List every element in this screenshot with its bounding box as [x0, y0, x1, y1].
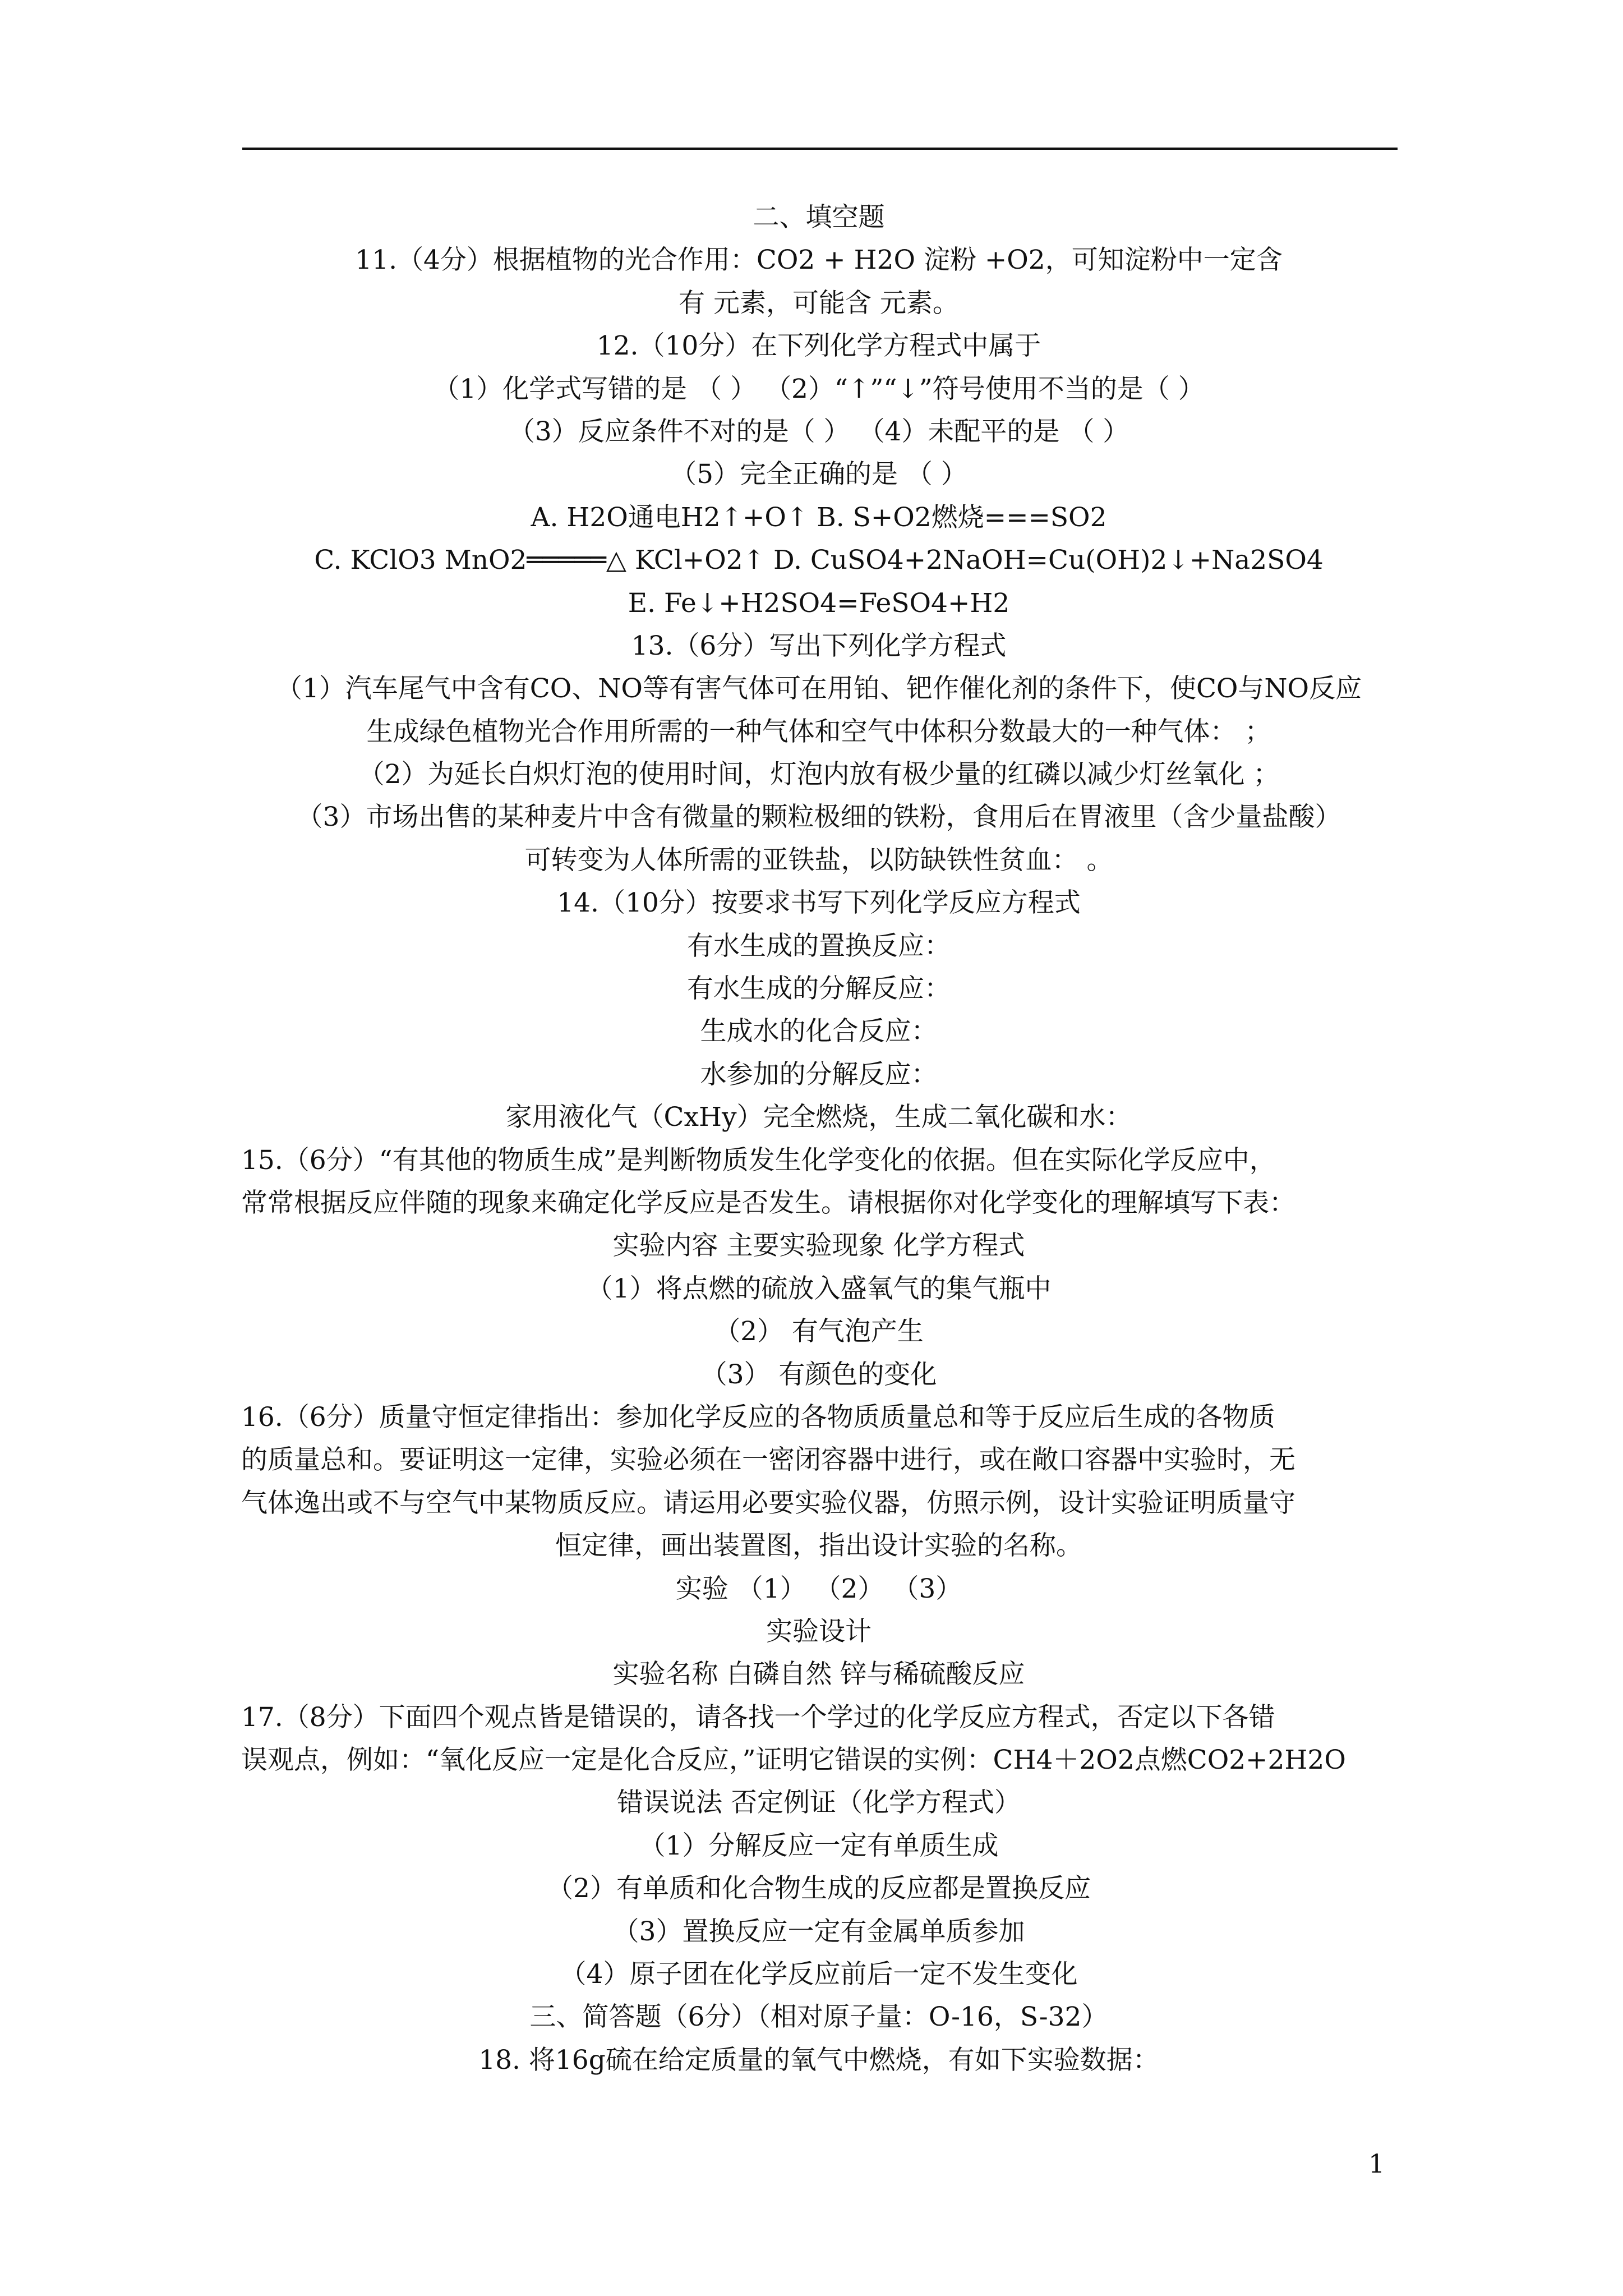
text-line: 16.（6分）质量守恒定律指出：参加化学反应的各物质质量总和等于反应后生成的各物质: [241, 1401, 1275, 1433]
text-line: 生成水的化合反应：: [700, 1016, 938, 1047]
text-line: 二、填空题: [753, 202, 885, 233]
text-line: 可转变为人体所需的亚铁盐，以防缺铁性贫血： 。: [524, 844, 1113, 876]
text-line: 14.（10分）按要求书写下列化学反应方程式: [557, 887, 1081, 919]
page-number: 1: [1368, 2148, 1385, 2179]
header-rule: [242, 148, 1398, 150]
text-line: 实验 （1） （2） （3）: [675, 1573, 962, 1604]
text-line: C. KClO3 MnO2═════△ KCl+O2↑ D. CuSO4+2NaOH=Cu(OH)2↓+Na2SO4: [314, 545, 1324, 576]
text-line: （1）汽车尾气中含有CO、NO等有害气体可在用铂、钯作催化剂的条件下，使CO与NO反应: [275, 673, 1362, 705]
text-line: 实验内容 主要实验现象 化学方程式: [612, 1230, 1025, 1262]
text-line: （3）置换反应一定有金属单质参加: [612, 1916, 1025, 1947]
text-line: 恒定律，画出装置图，指出设计实验的名称。: [555, 1530, 1082, 1562]
text-line: 17.（8分）下面四个观点皆是错误的，请各找一个学过的化学反应方程式，否定以下各错: [241, 1701, 1275, 1733]
text-line: E. Fe↓+H2SO4=FeSO4+H2: [628, 587, 1010, 619]
document-body: [241, 196, 1396, 2082]
text-line: 有水生成的分解反应：: [687, 973, 951, 1005]
text-line: 水参加的分解反应：: [700, 1059, 938, 1090]
text-line: 气体逸出或不与空气中某物质反应。请运用必要实验仪器，仿照示例，设计实验证明质量守: [241, 1487, 1295, 1519]
text-line: 实验设计: [766, 1616, 872, 1647]
text-line: 生成绿色植物光合作用所需的一种气体和空气中体积分数最大的一种气体： ；: [366, 716, 1271, 747]
text-line: 实验名称 白磷自然 锌与稀硫酸反应: [612, 1659, 1025, 1690]
text-line: 错误说法 否定例证（化学方程式）: [617, 1787, 1021, 1819]
text-line: 家用液化气（CxHy）完全燃烧，生成二氧化碳和水：: [505, 1102, 1132, 1133]
text-line: （2）有单质和化合物生成的反应都是置换反应: [547, 1873, 1091, 1904]
text-line: 常常根据反应伴随的现象来确定化学反应是否发生。请根据你对化学变化的理解填写下表：: [241, 1187, 1295, 1218]
text-line: 的质量总和。要证明这一定律，实验必须在一密闭容器中进行，或在敞口容器中实验时，无: [241, 1444, 1295, 1476]
text-line: 三、简答题（6分）（相对原子量：O-16，S-32）: [529, 2001, 1108, 2033]
text-line: （1）化学式写错的是 （ ） （2）“↑”“↓”符号使用不当的是（ ）: [433, 373, 1205, 404]
text-line: （1）分解反应一定有单质生成: [639, 1830, 999, 1861]
text-line: 18. 将16g硫在给定质量的氧气中燃烧，有如下实验数据：: [478, 2044, 1159, 2076]
text-line: （2） 有气泡产生: [714, 1316, 924, 1347]
text-line: 15.（6分）“有其他的物质生成”是判断物质发生化学变化的依据。但在实际化学反应中，: [241, 1144, 1276, 1176]
text-line: 13.（6分）写出下列化学方程式: [631, 630, 1007, 661]
text-line: （4）原子团在化学反应前后一定不发生变化: [560, 1959, 1078, 1990]
text-line: （3） 有颜色的变化: [700, 1359, 937, 1390]
text-line: （2）为延长白炽灯泡的使用时间，灯泡内放有极少量的红磷以减少灯丝氧化 ；: [358, 759, 1280, 790]
text-line: （5）完全正确的是 （ ）: [670, 459, 967, 490]
text-line: 有 元素，可能含 元素。: [679, 287, 959, 319]
text-line: 有水生成的置换反应：: [687, 930, 951, 961]
text-line: 12.（10分）在下列化学方程式中属于: [596, 330, 1041, 362]
text-line: （3）反应条件不对的是（ ） （4）未配平的是 （ ）: [508, 416, 1129, 447]
text-line: （1）将点燃的硫放入盛氧气的集气瓶中: [586, 1273, 1052, 1304]
text-line: （3）市场出售的某种麦片中含有微量的颗粒极细的铁粉，食用后在胃液里（含少量盐酸）: [296, 802, 1341, 833]
text-line: A. H2O通电H2↑+O↑ B. S+O2燃烧===SO2: [531, 501, 1107, 533]
text-line: 11.（4分）根据植物的光合作用：CO2 + H2O 淀粉 +O2，可知淀粉中一定含: [355, 245, 1283, 276]
text-line: 误观点，例如：“氧化反应一定是化合反应，”证明它错误的实例：CH4＋2O2点燃CO2+2H2O: [241, 1745, 1346, 1776]
